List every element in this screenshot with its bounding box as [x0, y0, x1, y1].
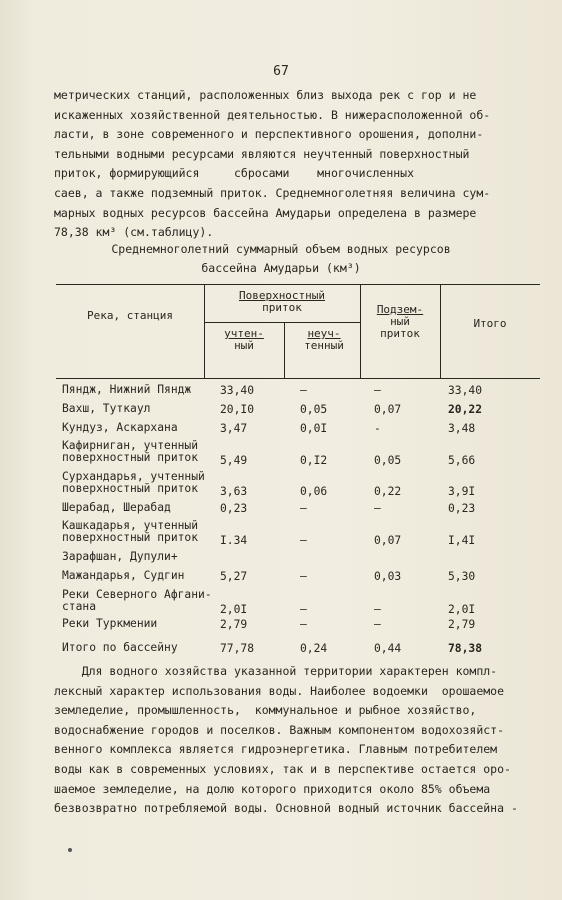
cell-c3: -	[374, 422, 381, 435]
text-line: водоснабжение городов и поселков. Важным компонентом водохозяйст-	[54, 722, 505, 737]
cell-c1: I.34	[220, 534, 248, 547]
cell-c4: 0,23	[448, 502, 476, 515]
cell-c3: –	[374, 618, 381, 631]
cell-c3: 0,05	[374, 454, 402, 467]
cell-c1: 2,0I	[220, 603, 248, 616]
cell-c1: 3,63	[220, 485, 248, 498]
cell-c1: 0,23	[220, 502, 248, 515]
header-counted	[208, 328, 280, 352]
header-line: приток	[262, 301, 302, 314]
header-line: ный	[390, 315, 410, 328]
cell-c4: 2,0I	[448, 603, 476, 616]
cell-c1: 33,40	[220, 384, 255, 397]
cell-c2: 0,06	[300, 485, 328, 498]
cell-c1: 2,79	[220, 618, 248, 631]
table-header	[56, 284, 540, 380]
cell-c4: 3,9I	[448, 485, 476, 498]
cell-c3: 0,03	[374, 570, 402, 583]
text-line: венного комплекса является гидроэнергетика. Главным потребителем	[54, 742, 498, 757]
table-title-line: Среднемноголетний суммарный объем водных ресурсов	[111, 242, 451, 256]
cell-c1: 5,49	[220, 454, 248, 467]
header-line: Подзем-	[376, 303, 424, 316]
main-paragraph	[54, 662, 532, 819]
station-name-line: Зарафшан, Дупули+	[62, 550, 178, 563]
table-title-line: бассейна Амударьи (км³)	[201, 261, 361, 275]
station-name-line: стана	[62, 600, 97, 613]
station-name-line: Итого по бассейну	[62, 641, 178, 654]
station-name	[62, 551, 262, 563]
cell-c1: 3,47	[220, 422, 248, 435]
station-name-line: Реки Северного Афгани-	[62, 588, 212, 601]
cell-c3: –	[374, 384, 381, 397]
cell-c2: –	[300, 603, 307, 616]
cell-c4: 3,48	[448, 422, 476, 435]
cell-c3: 0,44	[374, 642, 402, 655]
station-name-line: Кафирниган, учтенный	[62, 439, 199, 452]
cell-c1: 77,78	[220, 642, 255, 655]
cell-c2: –	[300, 618, 307, 631]
cell-c3: 0,07	[374, 534, 402, 547]
cell-c2: –	[300, 384, 307, 397]
table-title	[0, 240, 562, 278]
station-name-line: Реки Туркмении	[62, 617, 158, 630]
cell-c4: 5,30	[448, 570, 476, 583]
page-number: 67	[273, 64, 289, 79]
cell-c1: 20,I0	[220, 403, 255, 416]
cell-c4: 5,66	[448, 454, 476, 467]
text-line: лексный характер использования воды. Наиболее водоемки орошаемое	[54, 683, 505, 698]
cell-c3: 0,22	[374, 485, 402, 498]
header-uncounted	[288, 328, 360, 352]
text-line: приток, формирующийся сбросами многочисленных	[54, 166, 415, 181]
station-name-line: Кашкадарья, учтенный	[62, 519, 199, 532]
text-line: земледелие, промышленность, коммунальное и рыбное хозяйство,	[54, 703, 477, 718]
cell-c1: 5,27	[220, 570, 248, 583]
surface-subrule	[204, 322, 360, 323]
station-name-line: поверхностный приток	[62, 451, 199, 464]
text-line: метрических станций, расположенных близ выхода рек с гор и не	[54, 88, 477, 102]
cell-c4: 33,40	[448, 384, 483, 397]
header-line: ный	[234, 339, 254, 352]
header-line: учтен-	[224, 327, 264, 340]
header-divider-3	[440, 284, 441, 379]
cell-c2: –	[300, 502, 307, 515]
cell-c4: 2,79	[448, 618, 476, 631]
intro-paragraph	[54, 86, 532, 243]
station-name-line: Шерабад, Шерабад	[62, 501, 171, 514]
text-line: марных водных ресурсов бассейна Амударьи определена в размере	[54, 205, 477, 220]
cell-c4: I,4I	[448, 534, 476, 547]
header-river: Река, станция	[86, 309, 174, 322]
header-line: неуч-	[307, 327, 341, 340]
cell-c2: –	[300, 534, 307, 547]
text-line: Для водного хозяйства указанной территории характерен компл-	[54, 664, 498, 678]
station-name-line: Сурхандарья, учтенный	[62, 470, 205, 483]
station-name-line: поверхностный приток	[62, 531, 199, 544]
station-name-line: Вахш, Туткаул	[62, 402, 151, 415]
ink-speck	[68, 848, 72, 852]
header-total: Итого	[473, 317, 507, 330]
header-top-rule	[56, 284, 540, 285]
header-underground-inflow	[360, 304, 440, 340]
station-name-line: Пяндж, Нижний Пяндж	[62, 383, 192, 396]
cell-c2: 0,0I	[300, 422, 328, 435]
text-line: искаженных хозяйственной деятельностью. В нижерасположенной об-	[54, 107, 491, 122]
cell-c3: –	[374, 603, 381, 616]
header-bottom-rule	[56, 378, 540, 379]
cell-c2: 0,I2	[300, 454, 328, 467]
header-line: Поверхностный	[238, 289, 326, 302]
cell-c4: 20,22	[448, 403, 483, 416]
cell-c2: 0,05	[300, 403, 328, 416]
text-line: безвозвратно потребляемой воды. Основной водный источник бассейна -	[54, 801, 518, 816]
subheader-divider	[284, 322, 285, 378]
cell-c3: –	[374, 502, 381, 515]
text-line: воды как в современных условиях, так и в перспективе остается оро-	[54, 761, 511, 776]
text-line: ласти, в зоне современного и перспективного орошения, дополни-	[54, 127, 484, 142]
station-name-line: Мажандарья, Судгин	[62, 569, 185, 582]
header-surface-inflow	[204, 290, 360, 314]
cell-c2: –	[300, 570, 307, 583]
text-line: 78,38 км³ (см.таблицу).	[54, 225, 214, 240]
cell-c2: 0,24	[300, 642, 328, 655]
text-line: шаемое земледелие, на долю которого приходится около 85% объема	[54, 781, 491, 796]
text-line: саев, а также подземный приток. Среднемноголетняя величина сум-	[54, 185, 491, 200]
cell-c4: 78,38	[448, 642, 483, 655]
text-line: тельными водными ресурсами являются неучтенный поверхностный	[54, 146, 470, 161]
header-line: приток	[380, 327, 420, 340]
station-name-line: поверхностный приток	[62, 482, 199, 495]
cell-c3: 0,07	[374, 403, 402, 416]
header-line: тенный	[304, 339, 344, 352]
station-name-line: Кундуз, Аскархана	[62, 421, 178, 434]
